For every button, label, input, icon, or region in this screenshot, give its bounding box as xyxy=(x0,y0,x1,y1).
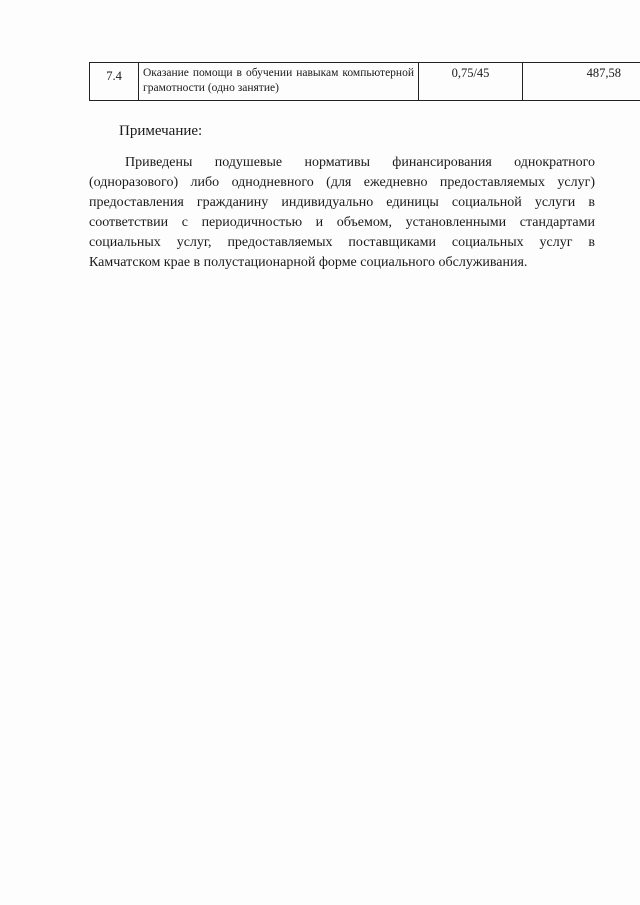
service-number-cell: 7.4 xyxy=(90,63,139,101)
service-norm-cell: 0,75/45 xyxy=(419,63,523,101)
service-name-cell: Оказание помощи в обучении навыкам компьютерной грамотности (одно занятие) xyxy=(139,63,419,101)
note-title: Примечание: xyxy=(119,123,203,139)
services-table xyxy=(89,62,640,101)
table-row xyxy=(90,63,640,101)
note-text: Приведены подушевые нормативы финансирования однократного (одноразового) либо однодневного (для ежедневно предоставляемых услуг) предоставления гражданину индивидуально единицы социальной услуги в соответствии с периодичностью и объемом, установленными стандартами социальных услуг, предоставляемых поставщиками социальных услуг в Камчатском крае в полустационарной форме социального обслуживания. xyxy=(89,155,595,270)
service-cost-cell: 487,58 xyxy=(523,63,640,101)
